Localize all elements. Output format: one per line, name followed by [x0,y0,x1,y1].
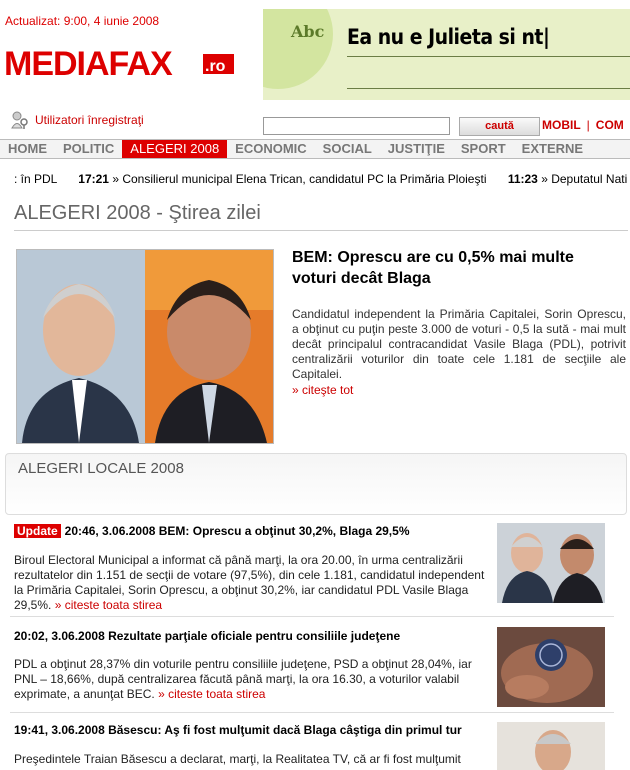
top-links: MOBIL | COM [542,118,624,132]
story-title[interactable] [14,524,484,538]
search-input[interactable] [263,117,450,135]
logo-text: MEDIAFAX [4,45,172,80]
local-elections-title: ALEGERI LOCALE 2008 [18,460,184,477]
registered-users-link[interactable] [10,110,144,130]
banner-abc-text: Abc [291,22,325,41]
com-link[interactable]: COM [595,118,624,132]
nav-item-justitie[interactable]: JUSTIŢIE [387,141,445,156]
ticker-time: 17:21 [78,172,109,186]
advertisement-banner[interactable] [263,9,630,100]
mediafax-logo[interactable] [4,44,234,80]
story-thumbnail[interactable] [497,627,605,707]
story-title[interactable] [14,723,484,737]
feature-photo[interactable] [16,249,274,444]
story-headline[interactable]: 20:46, 3.06.2008 BEM: Oprescu a obţinut 30,2%, Blaga 29,5% [64,524,410,538]
story-headline[interactable]: 20:02, 3.06.2008 Rezultate parţiale oficiale pentru consiliile judeţene [14,629,401,643]
main-navigation [0,139,630,159]
nav-item-externe[interactable]: EXTERNE [521,141,584,156]
user-key-icon [10,110,30,130]
story-summary [14,553,489,613]
story-title[interactable] [14,629,484,643]
ticker-lead[interactable]: : în PDL [14,172,57,186]
ticker-item[interactable]: » Consilierul municipal Elena Trican, candidatul PC la Primăria Ploieşti [112,172,487,186]
story-headline[interactable]: 19:41, 3.06.2008 Băsescu: Aş fi fost mulţumit dacă Blaga câştiga din primul tur [14,723,462,737]
nav-item-economic[interactable]: ECONOMIC [235,141,307,156]
nav-item-sport[interactable]: SPORT [460,141,506,156]
story-summary [14,657,489,702]
update-badge: Update [14,524,61,538]
story-thumbnail[interactable] [497,523,605,603]
section-title: ALEGERI 2008 - Ştirea zilei [14,202,261,224]
story-thumbnail[interactable] [497,722,605,770]
nav-item-social[interactable]: SOCIAL [322,141,372,156]
feature-summary: Candidatul independent la Primăria Capitalei, Sorin Oprescu, a obţinut cu puţin peste 3.000 de voturi - 0,5 la sută - mai mult decât principalul contracandidat Vasile Blaga (PDL), potrivit centralizării voturilor din toate cele 1.181 de secţiile ale Capitalei. [292,307,626,381]
title-divider [14,230,628,231]
registered-users-label: Utilizatori înregistraţi [35,113,144,127]
story-body-text: Biroul Electoral Municipal a informat că până marţi, la ora 20.00, în urma centralizării rezultatelor din 1.151 de secţii de votare (97,5%), din cele 1.181, candidatul independent la Primăria Capitalei, Sorin Oprescu, a obţinut 30,2%, iar candidatul PDL Vasile Blaga 29,5%. [14,553,485,612]
story-body-text: Preşedintele Traian Băsescu a declarat, marţi, la Realitatea TV, că ar fi fost mulţumit [14,752,461,766]
logo-suffix: .ro [205,58,226,75]
mobil-link[interactable]: MOBIL [542,118,581,132]
nav-item-politic[interactable]: POLITIC [63,141,115,156]
feature-read-more-link[interactable]: » citeşte tot [292,383,354,397]
news-ticker [14,172,630,186]
ticker-time: 11:23 [507,172,538,186]
nav-item-alegeri-2008[interactable]: ALEGERI 2008 [122,140,227,158]
search-button[interactable]: caută [459,117,540,136]
story-summary [14,752,489,767]
ticker-item[interactable]: » Deputatul Nati [541,172,628,186]
banner-slogan: Ea nu e Julieta si nt| [347,25,550,49]
story-body-text: PDL a obţinut 28,37% din voturile pentru consiliile judeţene, PSD a obţinut 28,04%, iar PNL – 18,66%, după centralizarea făcută până marţi, la ora 16.30, a voturilor valabil exprimate, a anunţat BEC. [14,657,472,701]
nav-item-home[interactable]: HOME [8,141,47,156]
feature-headline[interactable]: BEM: Oprescu are cu 0,5% mai multe voturi decât Blaga [292,249,574,287]
story-read-more-link[interactable]: » citeste toata stirea [158,687,266,701]
story-read-more-link[interactable]: » citeste toata stirea [54,598,163,612]
last-updated-text: Actualizat: 9:00, 4 iunie 2008 [5,14,160,28]
